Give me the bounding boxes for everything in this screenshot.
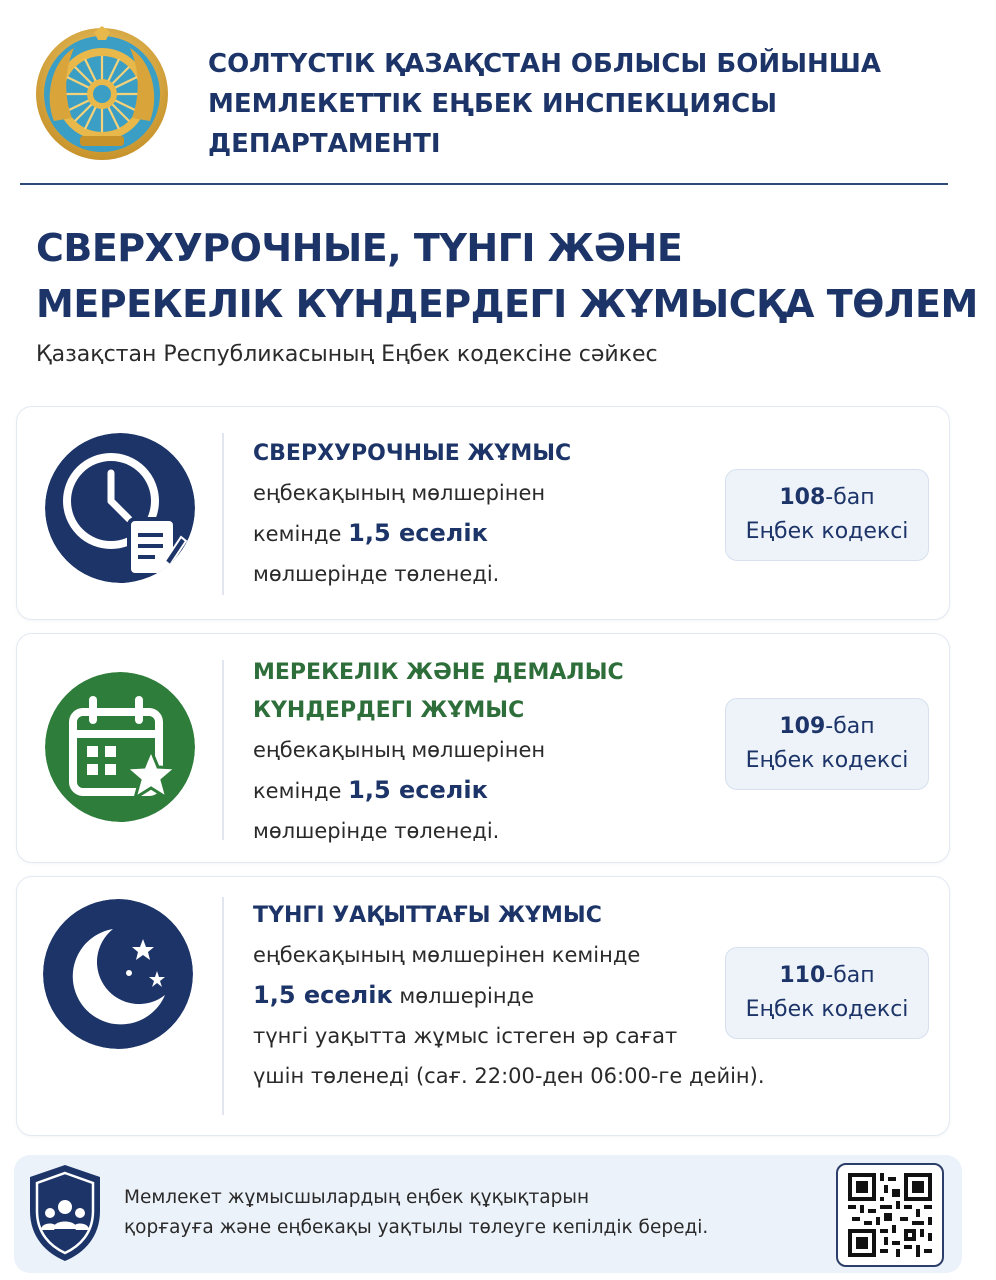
card-line: еңбекақының мөлшерінен кемінде: [253, 943, 641, 967]
state-emblem-icon: [34, 26, 170, 162]
article-number-value: 108: [779, 485, 826, 510]
overtime-card-text: [253, 435, 571, 594]
article-badge: [725, 469, 929, 561]
rate-highlight: 1,5 еселік: [348, 776, 488, 804]
footer-statement: [124, 1183, 708, 1243]
article-code-label: Еңбек кодексі: [745, 997, 909, 1022]
footer-line: қорғауға және еңбекақы уақтылы төлеуге кепілдік береді.: [124, 1217, 709, 1238]
card-divider: [222, 660, 224, 840]
card-line: үшін төленеді (сағ. 22:00-ден 06:00-ге дейін).: [253, 1064, 765, 1088]
night-work-card-text: [253, 897, 765, 1096]
article-code-label: Еңбек кодексі: [745, 519, 909, 544]
card-line-text: кемінде: [253, 779, 349, 803]
card-line: мөлшерінде төленеді.: [253, 562, 500, 586]
qr-code-icon: [846, 1173, 934, 1257]
card-line: [253, 770, 624, 811]
qr-code[interactable]: [836, 1163, 944, 1267]
moon-stars-icon: [43, 899, 193, 1049]
department-name-line: ДЕПАРТАМЕНТІ: [208, 129, 441, 159]
department-name-line: МЕМЛЕКЕТТІК ЕҢБЕК ИНСПЕКЦИЯСЫ: [208, 89, 778, 119]
holiday-card: [16, 633, 950, 863]
holiday-card-heading: МЕРЕКЕЛІК ЖӘНЕ ДЕМАЛЫС: [253, 660, 624, 685]
rate-highlight: 1,5 еселік: [348, 519, 488, 547]
page-title-line: МЕРЕКЕЛІК КҮНДЕРДЕГІ ЖҰМЫСҚА ТӨЛЕМ: [36, 282, 978, 326]
footer-banner: [14, 1155, 962, 1273]
card-line: [253, 513, 571, 554]
calendar-star-icon: [45, 672, 195, 822]
article-number-suffix: -бап: [825, 963, 875, 988]
article-number-value: 109: [779, 714, 826, 739]
holiday-card-heading: КҮНДЕРДЕГІ ЖҰМЫС: [253, 698, 525, 723]
card-divider: [222, 433, 224, 595]
card-line: түнгі уақытта жұмыс істеген әр сағат: [253, 1024, 678, 1048]
article-badge: [725, 947, 929, 1039]
department-name-line: СОЛТҮСТІК ҚАЗАҚСТАН ОБЛЫСЫ БОЙЫНША: [208, 49, 882, 79]
card-line: [253, 975, 765, 1016]
overtime-card: [16, 406, 950, 620]
department-name: [208, 44, 928, 164]
article-number: [726, 710, 928, 744]
holiday-card-text: [253, 654, 624, 851]
article-number-suffix: -бап: [825, 714, 875, 739]
rate-highlight: 1,5 еселік: [253, 981, 393, 1009]
card-line-text: мөлшерінде: [392, 984, 535, 1008]
article-badge: [725, 698, 929, 790]
article-number: [726, 959, 928, 993]
night-work-card-heading: ТҮНГІ УАҚЫТТАҒЫ ЖҰМЫС: [253, 903, 602, 928]
card-line: еңбекақының мөлшерінен: [253, 481, 546, 505]
card-divider: [222, 897, 224, 1115]
article-number-suffix: -бап: [825, 485, 875, 510]
page-title: [36, 220, 978, 332]
overtime-card-heading: СВЕРХУРОЧНЫЕ ЖҰМЫС: [253, 441, 572, 466]
page-title-line: СВЕРХУРОЧНЫЕ, ТҮНГІ ЖӘНЕ: [36, 226, 683, 270]
card-line: мөлшерінде төленеді.: [253, 819, 500, 843]
page-subtitle: Қазақстан Республикасының Еңбек кодексіне сәйкес: [36, 342, 658, 367]
card-line-text: кемінде: [253, 522, 349, 546]
article-code-label: Еңбек кодексі: [745, 748, 909, 773]
clock-document-icon: [45, 433, 195, 583]
article-number: [726, 481, 928, 515]
article-number-value: 110: [779, 963, 826, 988]
card-line: еңбекақының мөлшерінен: [253, 738, 546, 762]
footer-line: Мемлекет жұмысшылардың еңбек құқықтарын: [124, 1187, 590, 1208]
header-divider: [20, 183, 948, 185]
shield-people-icon: [26, 1163, 104, 1263]
night-work-card: [16, 876, 950, 1136]
